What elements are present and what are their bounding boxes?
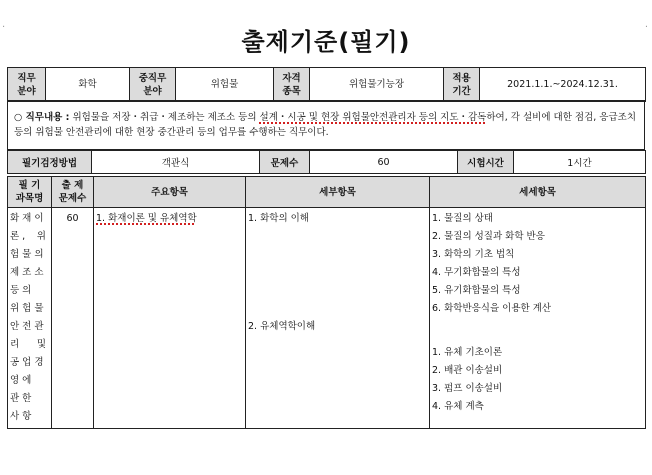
page-title: 출제기준(필기): [241, 28, 411, 56]
mid-field-label: 중직무 분야: [130, 68, 176, 102]
duty-label: ○ 직무내용 :: [14, 112, 70, 123]
detail-item: 1. 물질의 상태: [432, 213, 493, 224]
exam-method-label: 필기검정방법: [8, 151, 92, 174]
detail-item: 2. 물질의 성질과 화학 반응: [432, 231, 545, 242]
detail-item: 5. 유기화합물의 특성: [432, 285, 521, 296]
main-item: 1. 화재이론 및 유체역학: [96, 213, 197, 224]
cert-label: 자격 종목: [274, 68, 310, 102]
period-value: 2021.1.1.~2024.12.31.: [480, 68, 646, 102]
duty-text-underlined: 설계・시공 및 현장 위험물안전관리자 등의 지도・감독: [259, 112, 487, 123]
detail-item: 1. 유체 기초이론: [432, 347, 503, 358]
detail-item: 4. 무기화합물의 특성: [432, 267, 521, 278]
mid-field-value: 위험물: [176, 68, 274, 102]
header-table: [7, 67, 646, 102]
col-count-header: 출 제 문제수: [52, 177, 94, 208]
period-label: 적용 기간: [444, 68, 480, 102]
duty-text-b: 하여, 각 설비에 대한 점검, 응급조치 등의 위험물 안전관리에 대한 현장 중간관리 등의 업무를 수행하는 직무이다.: [14, 112, 636, 138]
field-value: 화학: [46, 68, 130, 102]
question-count-value: 60: [310, 151, 458, 174]
duty-text-a: 위험물을 저장・취급・제조하는 제조소 등의: [72, 112, 260, 123]
criteria-table: [7, 176, 646, 429]
col-detail-header: 세세항목: [430, 177, 646, 208]
cert-value: 위험물기능장: [310, 68, 444, 102]
detail-item: 3. 펌프 이송설비: [432, 383, 503, 394]
count-cell: 60: [52, 208, 94, 429]
detail-item: 4. 유체 계측: [432, 401, 484, 412]
question-count-label: 문제수: [260, 151, 310, 174]
detail-item: 3. 화학의 기초 법칙: [432, 249, 515, 260]
exam-method-value: 객관식: [92, 151, 260, 174]
duty-description: [8, 101, 645, 150]
exam-time-value: 1시간: [514, 151, 646, 174]
subject-name: 화재이론, 위험물의 제조소 등의 위험물 안전관리 및 공업경영에 관한 사항: [10, 213, 49, 422]
detail-items-cell: [430, 208, 646, 429]
exam-time-label: 시험시간: [458, 151, 514, 174]
detail-item: 6. 화학반응식을 이용한 계산: [432, 303, 552, 314]
subject-cell: [8, 208, 52, 429]
col-subject-header: 필 기 과목명: [8, 177, 52, 208]
duty-table: [7, 100, 645, 150]
col-main-header: 주요항목: [94, 177, 246, 208]
exam-info-table: [7, 150, 646, 174]
main-item-cell: [94, 208, 246, 429]
detail-item: 2. 배관 이송설비: [432, 365, 503, 376]
field-label: 직무 분야: [8, 68, 46, 102]
col-sub-header: 세부항목: [246, 177, 430, 208]
page-corner-mark-right: ·: [644, 22, 648, 33]
page-corner-mark-left: ·: [2, 22, 6, 33]
sub-item: 2. 유체역학이해: [248, 321, 316, 332]
sub-items-cell: [246, 208, 430, 429]
sub-item: 1. 화학의 이해: [248, 213, 309, 224]
